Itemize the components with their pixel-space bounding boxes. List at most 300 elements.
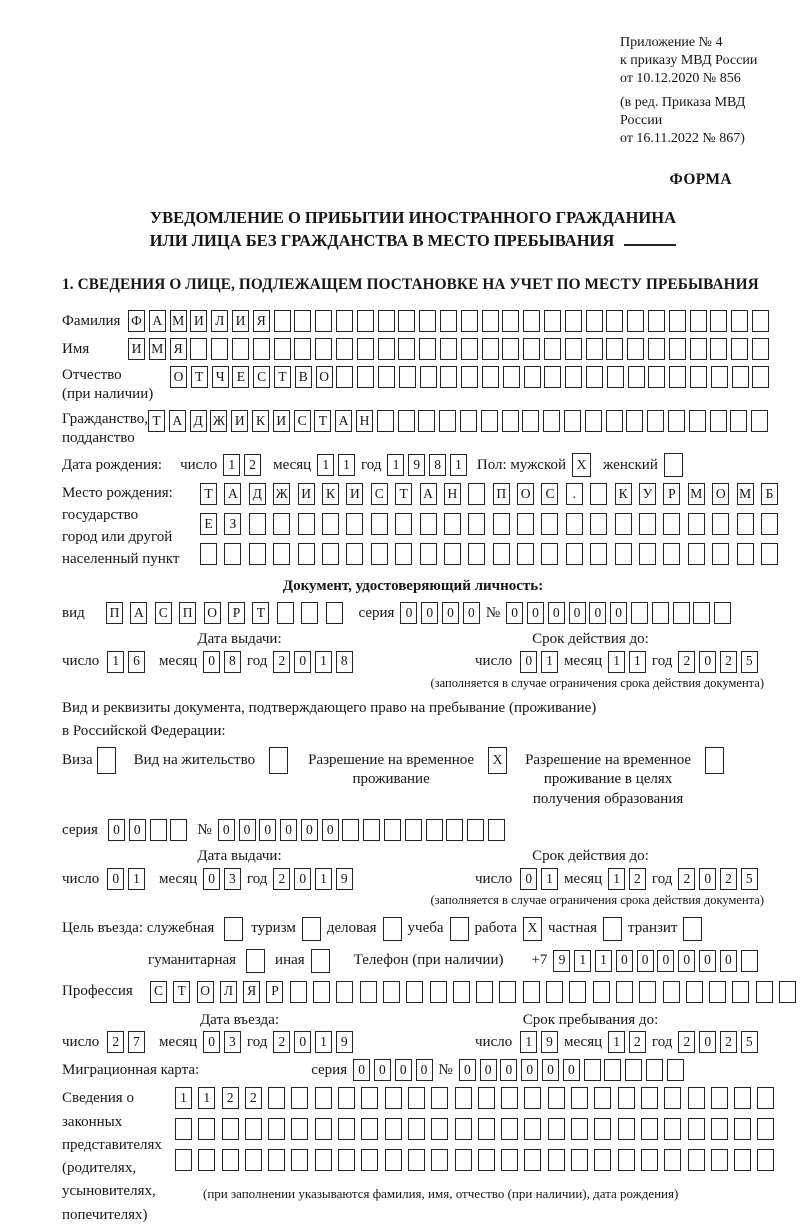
- char-cell: 2: [273, 1031, 290, 1053]
- char-cell: [501, 1118, 518, 1140]
- char-cell: К: [252, 410, 269, 432]
- char-cell: [440, 338, 457, 360]
- char-cell: З: [224, 513, 241, 535]
- char-cell: [268, 1149, 285, 1171]
- char-cell: [302, 917, 321, 941]
- purpose-official-label: Цель въезда: служебная: [62, 920, 215, 937]
- char-cell: [408, 1087, 425, 1109]
- char-cell: [618, 1149, 635, 1171]
- permit-valid-year: [678, 868, 757, 890]
- char-cell: М: [170, 310, 187, 332]
- representatives-row-3: [175, 1149, 774, 1171]
- char-cell: [523, 310, 540, 332]
- char-cell: Е: [200, 513, 217, 535]
- char-cell: [571, 1118, 588, 1140]
- char-cell: Н: [356, 410, 373, 432]
- day-label: число: [62, 870, 100, 887]
- stay-year: [678, 1031, 757, 1053]
- char-cell: Т: [274, 366, 291, 388]
- sex-female-label: женский: [603, 457, 658, 474]
- entry-dates-values: [62, 1031, 764, 1053]
- entry-dates-header: [62, 1011, 764, 1030]
- permit-valid-day: [520, 868, 558, 890]
- char-cell: [450, 917, 469, 941]
- char-cell: И: [231, 410, 248, 432]
- char-cell: О: [712, 483, 729, 505]
- char-cell: [761, 513, 778, 535]
- char-cell: Я: [170, 338, 187, 360]
- char-cell: [652, 602, 669, 624]
- char-cell: 0: [322, 819, 339, 841]
- char-cell: И: [298, 483, 315, 505]
- visa-label: Виза: [62, 751, 93, 768]
- char-cell: [524, 366, 541, 388]
- char-cell: [548, 1087, 565, 1109]
- char-cell: [548, 1118, 565, 1140]
- char-cell: [269, 747, 288, 774]
- birthplace-city-label-1: город или другой: [62, 528, 173, 545]
- char-cell: [741, 950, 758, 972]
- char-cell: 2: [244, 454, 261, 476]
- char-cell: [639, 513, 656, 535]
- char-cell: 8: [429, 454, 446, 476]
- char-cell: Н: [444, 483, 461, 505]
- birthplace-state-label: государство: [62, 507, 139, 524]
- char-cell: [478, 1118, 495, 1140]
- char-cell: X: [523, 917, 542, 941]
- char-cell: [395, 513, 412, 535]
- char-cell: А: [335, 410, 352, 432]
- char-cell: [690, 338, 707, 360]
- char-cell: 2: [222, 1087, 239, 1109]
- char-cell: [478, 1087, 495, 1109]
- birthplace-block: [62, 483, 774, 571]
- char-cell: [664, 1149, 681, 1171]
- phone-label: Телефон (при наличии): [353, 952, 504, 969]
- char-cell: [590, 483, 607, 505]
- char-cell: [175, 1149, 192, 1171]
- char-cell: [737, 543, 754, 565]
- char-cell: [543, 410, 560, 432]
- birthdate-label: Дата рождения:: [62, 457, 163, 474]
- permit-dates-values: [62, 868, 764, 890]
- char-cell: [481, 410, 498, 432]
- char-cell: [253, 338, 270, 360]
- char-cell: С: [294, 410, 311, 432]
- birthplace-city-label-2: населенный пункт: [62, 550, 180, 567]
- char-cell: [615, 513, 632, 535]
- char-cell: [663, 513, 680, 535]
- char-cell: [606, 410, 623, 432]
- char-cell: 1: [595, 950, 612, 972]
- char-cell: [357, 338, 374, 360]
- char-cell: [377, 410, 394, 432]
- purpose-row: [62, 917, 764, 941]
- char-cell: [198, 1118, 215, 1140]
- char-cell: [440, 366, 457, 388]
- doc-issue-month: [203, 651, 241, 673]
- char-cell: [488, 819, 505, 841]
- char-cell: [522, 410, 539, 432]
- char-cell: [363, 819, 380, 841]
- char-cell: [705, 747, 724, 774]
- doc-series-field: [400, 602, 479, 624]
- char-cell: [175, 1118, 192, 1140]
- char-cell: [406, 981, 423, 1003]
- char-cell: У: [639, 483, 656, 505]
- birthplace-row-3: [200, 543, 778, 565]
- char-cell: К: [322, 483, 339, 505]
- char-cell: [371, 543, 388, 565]
- form-label: ФОРМА: [669, 171, 732, 189]
- doc-issue-year: [273, 651, 352, 673]
- char-cell: [383, 981, 400, 1003]
- char-cell: [594, 1118, 611, 1140]
- char-cell: [731, 338, 748, 360]
- char-cell: 1: [541, 651, 558, 673]
- temp-residence-checkbox: [488, 747, 507, 774]
- char-cell: С: [371, 483, 388, 505]
- char-cell: 0: [421, 602, 438, 624]
- char-cell: 1: [608, 1031, 625, 1053]
- char-cell: [482, 338, 499, 360]
- day-label: число: [62, 1034, 100, 1051]
- temp-residence-label-1: Разрешение на временное: [308, 751, 475, 768]
- migration-card-label: Миграционная карта:: [62, 1062, 200, 1079]
- char-cell: 0: [259, 819, 276, 841]
- char-cell: [523, 338, 540, 360]
- char-cell: [342, 819, 359, 841]
- day-label: число: [475, 1034, 513, 1051]
- char-cell: [294, 338, 311, 360]
- char-cell: [734, 1087, 751, 1109]
- char-cell: [385, 1118, 402, 1140]
- char-cell: [669, 366, 686, 388]
- char-cell: 0: [520, 868, 537, 890]
- char-cell: А: [224, 483, 241, 505]
- permit-number-field: [218, 819, 505, 841]
- amendment-line: от 16.11.2022 № 867): [620, 130, 745, 146]
- char-cell: К: [615, 483, 632, 505]
- char-cell: 0: [521, 1059, 538, 1081]
- char-cell: 9: [553, 950, 570, 972]
- char-cell: 5: [741, 1031, 758, 1053]
- char-cell: [712, 543, 729, 565]
- sex-male-label: Пол: мужской: [476, 457, 566, 474]
- char-cell: [648, 366, 665, 388]
- permit-type-row: [62, 747, 764, 810]
- char-cell: [493, 543, 510, 565]
- month-label: месяц: [159, 870, 198, 887]
- char-cell: [648, 310, 665, 332]
- char-cell: [594, 1087, 611, 1109]
- char-cell: [523, 981, 540, 1003]
- char-cell: [709, 981, 726, 1003]
- char-cell: 0: [699, 1031, 716, 1053]
- doc-valid-day: [520, 651, 558, 673]
- char-cell: 1: [338, 454, 355, 476]
- stay-month: [608, 1031, 646, 1053]
- char-cell: [245, 1149, 262, 1171]
- char-cell: 0: [416, 1059, 433, 1081]
- char-cell: 2: [720, 1031, 737, 1053]
- char-cell: 0: [480, 1059, 497, 1081]
- char-cell: И: [346, 483, 363, 505]
- char-cell: X: [488, 747, 507, 774]
- char-cell: 0: [203, 868, 220, 890]
- char-cell: [565, 338, 582, 360]
- char-cell: А: [169, 410, 186, 432]
- char-cell: 0: [301, 819, 318, 841]
- char-cell: 2: [273, 651, 290, 673]
- char-cell: [460, 410, 477, 432]
- doc-number-sign: №: [485, 604, 501, 621]
- char-cell: [499, 981, 516, 1003]
- phone-prefix: +7: [531, 952, 548, 969]
- char-cell: 2: [678, 651, 695, 673]
- char-cell: Р: [228, 602, 245, 624]
- doc-number-field: [506, 602, 731, 624]
- permit-valid-until-label: Срок действия до:: [532, 848, 649, 865]
- birth-year-field: [387, 454, 466, 476]
- char-cell: [224, 543, 241, 565]
- title-line-1: УВЕДОМЛЕНИЕ О ПРИБЫТИИ ИНОСТРАННОГО ГРАЖДАНИНА: [149, 207, 677, 227]
- char-cell: Т: [191, 366, 208, 388]
- char-cell: [501, 1087, 518, 1109]
- char-cell: 3: [224, 1031, 241, 1053]
- profession-row: [62, 981, 764, 1003]
- char-cell: 1: [175, 1087, 192, 1109]
- char-cell: М: [149, 338, 166, 360]
- char-cell: 1: [315, 651, 332, 673]
- char-cell: 0: [203, 651, 220, 673]
- purpose-private-checkbox: [603, 917, 622, 941]
- char-cell: [566, 543, 583, 565]
- char-cell: [461, 338, 478, 360]
- char-cell: [664, 1118, 681, 1140]
- char-cell: [273, 543, 290, 565]
- representatives-label-2: законных: [62, 1113, 123, 1130]
- char-cell: [249, 513, 266, 535]
- day-label: число: [180, 457, 218, 474]
- doc-valid-until-label: Срок действия до:: [532, 630, 649, 647]
- char-cell: [346, 513, 363, 535]
- char-cell: [249, 543, 266, 565]
- char-cell: [590, 513, 607, 535]
- char-cell: 2: [720, 868, 737, 890]
- residence-permit-checkbox: [269, 747, 288, 774]
- char-cell: [710, 310, 727, 332]
- representatives-label-6: попечителях): [62, 1206, 148, 1223]
- surname-field: [128, 310, 769, 332]
- patronymic-note: (при наличии): [62, 386, 154, 403]
- migration-card-row: [62, 1059, 764, 1081]
- visa-checkbox: [97, 747, 116, 774]
- char-cell: Т: [395, 483, 412, 505]
- char-cell: [712, 513, 729, 535]
- char-cell: 0: [459, 1059, 476, 1081]
- doc-valid-month: [608, 651, 646, 673]
- sex-male-checkbox: [572, 453, 591, 477]
- char-cell: [566, 513, 583, 535]
- representatives-block: [62, 1087, 764, 1227]
- char-cell: [268, 1118, 285, 1140]
- char-cell: [517, 543, 534, 565]
- entry-year: [273, 1031, 352, 1053]
- char-cell: 1: [198, 1087, 215, 1109]
- char-cell: [315, 310, 332, 332]
- year-label: год: [246, 1034, 268, 1051]
- char-cell: 7: [128, 1031, 145, 1053]
- char-cell: [290, 981, 307, 1003]
- char-cell: 0: [353, 1059, 370, 1081]
- char-cell: [170, 819, 187, 841]
- char-cell: [384, 819, 401, 841]
- char-cell: [378, 310, 395, 332]
- char-cell: [757, 1087, 774, 1109]
- permit-issue-year: [273, 868, 352, 890]
- char-cell: [357, 366, 374, 388]
- char-cell: П: [106, 602, 123, 624]
- char-cell: 0: [699, 950, 716, 972]
- char-cell: [693, 602, 710, 624]
- amendment-line: (в ред. Приказа МВД России: [620, 94, 746, 128]
- char-cell: [631, 602, 648, 624]
- stay-day: [520, 1031, 558, 1053]
- permit-valid-month: [608, 868, 646, 890]
- char-cell: [647, 410, 664, 432]
- purpose-private-label: частная: [548, 920, 598, 937]
- char-cell: 1: [608, 651, 625, 673]
- page-title: [62, 206, 764, 254]
- char-cell: [338, 1149, 355, 1171]
- char-cell: 0: [699, 651, 716, 673]
- char-cell: [688, 543, 705, 565]
- char-cell: [315, 1149, 332, 1171]
- char-cell: О: [170, 366, 187, 388]
- char-cell: 5: [741, 868, 758, 890]
- char-cell: Я: [253, 310, 270, 332]
- char-cell: [291, 1087, 308, 1109]
- char-cell: [298, 543, 315, 565]
- char-cell: [710, 410, 727, 432]
- char-cell: [467, 819, 484, 841]
- char-cell: [648, 338, 665, 360]
- char-cell: [439, 410, 456, 432]
- char-cell: А: [130, 602, 147, 624]
- char-cell: [524, 1087, 541, 1109]
- doc-issue-day: [107, 651, 145, 673]
- residence-permit-label: Вид на жительство: [133, 751, 256, 768]
- char-cell: 0: [616, 950, 633, 972]
- char-cell: [190, 338, 207, 360]
- char-cell: [757, 1149, 774, 1171]
- char-cell: [714, 602, 731, 624]
- char-cell: А: [420, 483, 437, 505]
- char-cell: [690, 366, 707, 388]
- char-cell: [311, 949, 330, 973]
- birthplace-label: Место рождения:: [62, 485, 173, 502]
- char-cell: [418, 410, 435, 432]
- month-label: месяц: [564, 1034, 603, 1051]
- patronymic-label: Отчество: [62, 367, 122, 384]
- citizenship-label-2: подданство: [62, 429, 135, 446]
- char-cell: [408, 1149, 425, 1171]
- char-cell: [200, 543, 217, 565]
- char-cell: 0: [699, 868, 716, 890]
- char-cell: [752, 310, 769, 332]
- representatives-label-4: (родителях,: [62, 1160, 137, 1177]
- char-cell: [482, 310, 499, 332]
- char-cell: [524, 1149, 541, 1171]
- char-cell: [731, 310, 748, 332]
- char-cell: [669, 310, 686, 332]
- purpose-humanitarian-label: гуманитарная: [148, 952, 237, 969]
- char-cell: [298, 513, 315, 535]
- purpose-study-label: учеба: [407, 920, 444, 937]
- year-label: год: [246, 870, 268, 887]
- char-cell: [501, 1149, 518, 1171]
- char-cell: [502, 310, 519, 332]
- char-cell: [357, 310, 374, 332]
- char-cell: 1: [608, 868, 625, 890]
- char-cell: [779, 981, 796, 1003]
- char-cell: [688, 1149, 705, 1171]
- char-cell: 2: [720, 651, 737, 673]
- char-cell: А: [149, 310, 166, 332]
- char-cell: [274, 338, 291, 360]
- char-cell: 1: [541, 868, 558, 890]
- char-cell: [711, 1118, 728, 1140]
- char-cell: [616, 981, 633, 1003]
- char-cell: [338, 1087, 355, 1109]
- char-cell: [569, 981, 586, 1003]
- char-cell: [752, 366, 769, 388]
- char-cell: .: [566, 483, 583, 505]
- char-cell: [732, 366, 749, 388]
- annex-line: к приказу МВД России: [620, 53, 758, 69]
- char-cell: [97, 747, 116, 774]
- char-cell: 2: [678, 1031, 695, 1053]
- char-cell: [440, 310, 457, 332]
- char-cell: [361, 1118, 378, 1140]
- char-cell: 0: [108, 819, 125, 841]
- char-cell: [274, 310, 291, 332]
- doc-issue-date-label: Дата выдачи:: [197, 630, 282, 647]
- temp-residence-edu-label-1: Разрешение на временное: [525, 751, 692, 768]
- char-cell: 1: [450, 454, 467, 476]
- char-cell: С: [541, 483, 558, 505]
- char-cell: [688, 1087, 705, 1109]
- char-cell: Л: [220, 981, 237, 1003]
- char-cell: 0: [720, 950, 737, 972]
- char-cell: Д: [249, 483, 266, 505]
- permit-series-label: серия: [62, 821, 98, 838]
- char-cell: 0: [107, 868, 124, 890]
- firstname-field: [128, 338, 769, 360]
- char-cell: [502, 410, 519, 432]
- char-cell: 2: [678, 868, 695, 890]
- purpose-business-checkbox: [383, 917, 402, 941]
- char-cell: Ф: [128, 310, 145, 332]
- char-cell: [663, 543, 680, 565]
- char-cell: [224, 917, 243, 941]
- representatives-label-3: представителях: [62, 1136, 162, 1153]
- char-cell: [455, 1118, 472, 1140]
- char-cell: Е: [232, 366, 249, 388]
- char-cell: 0: [610, 602, 627, 624]
- migration-series-field: [353, 1059, 432, 1081]
